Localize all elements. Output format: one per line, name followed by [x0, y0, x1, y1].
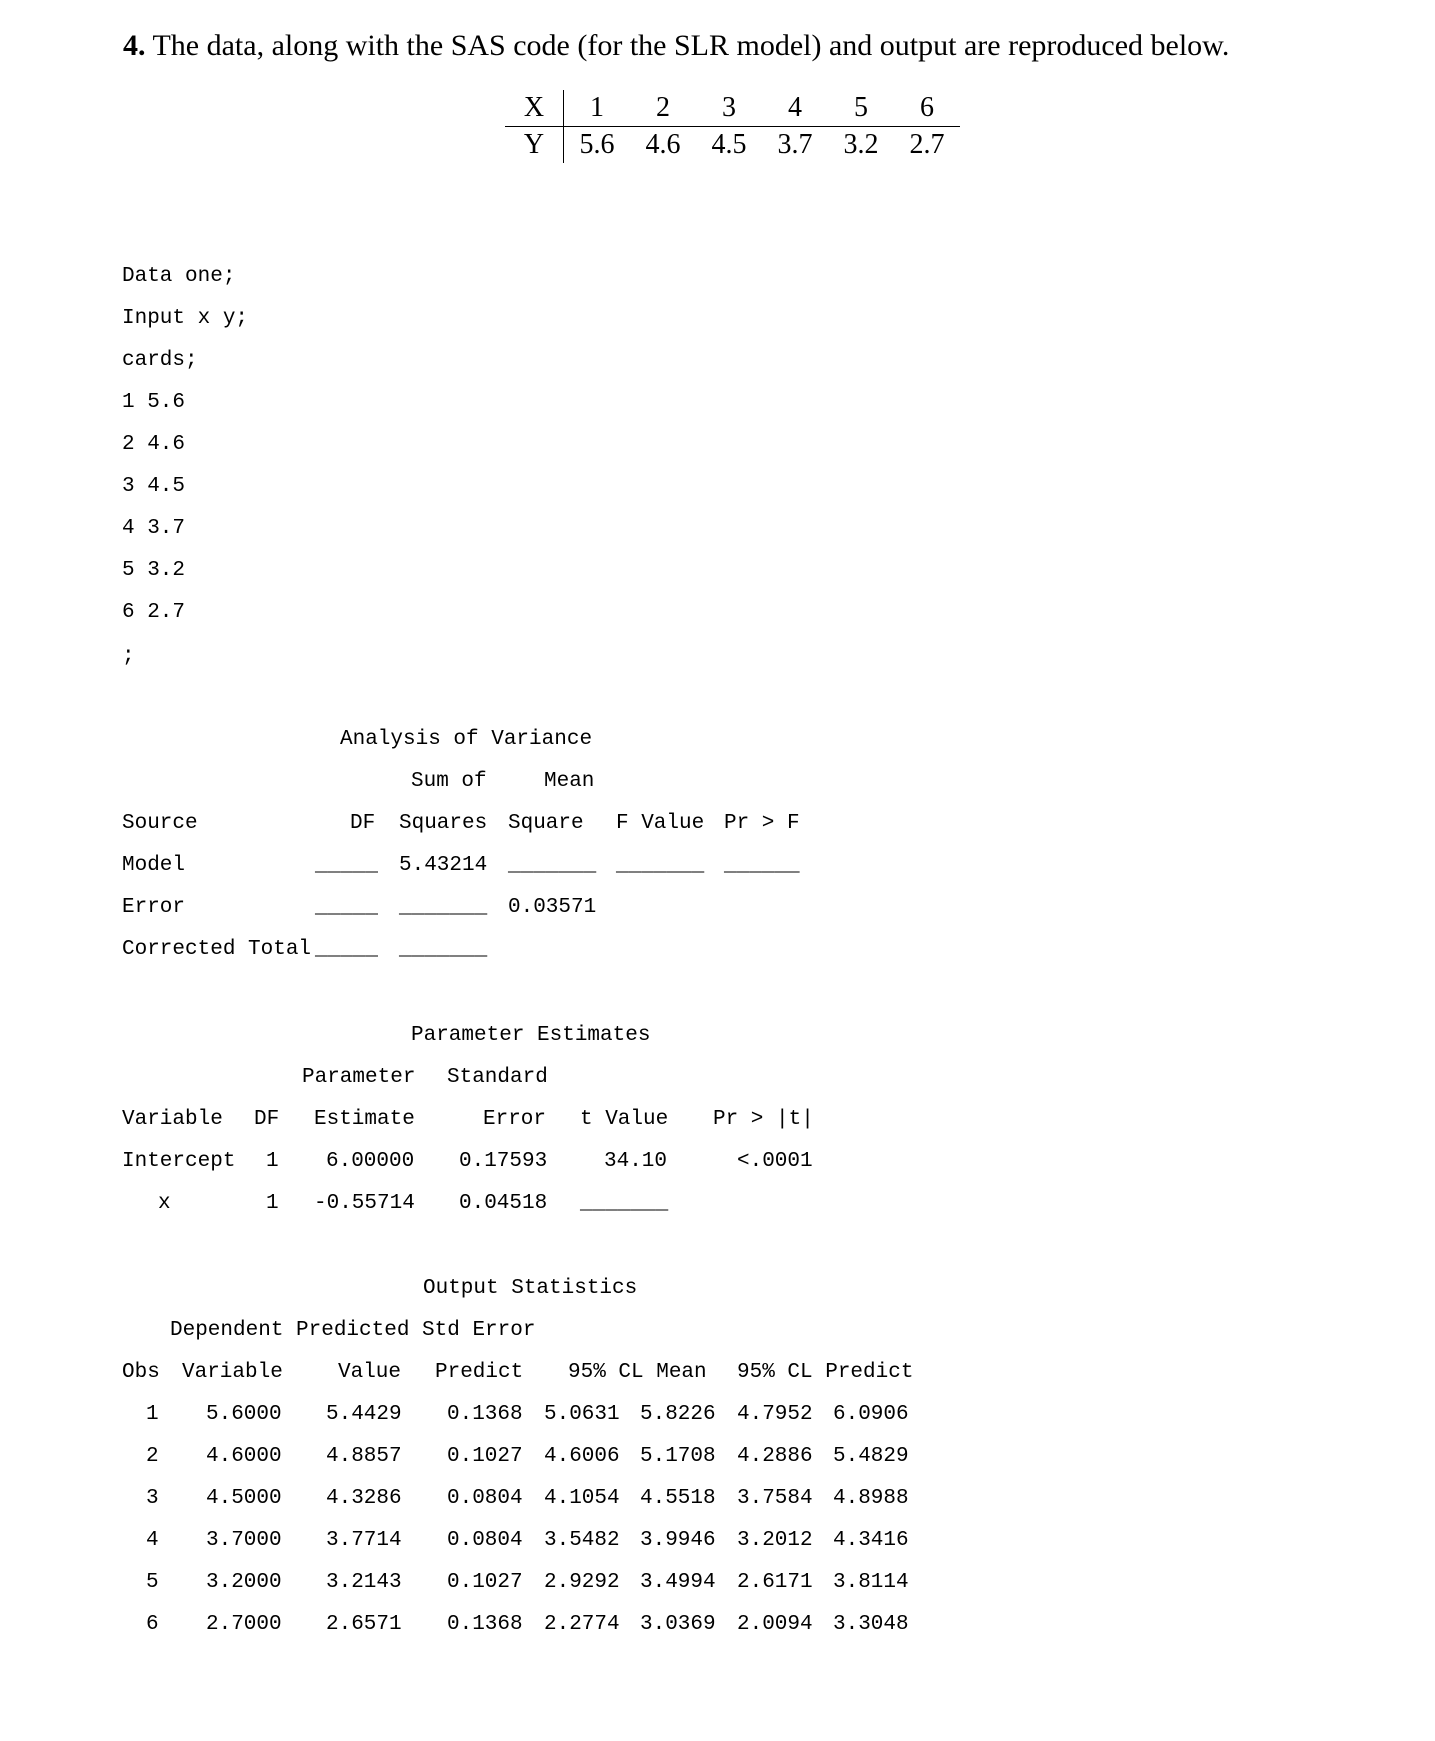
output-cl-mean-upper: 3.9946	[640, 1529, 716, 1552]
anova-hdr-df: DF	[350, 812, 376, 835]
anova-df-blank: _____	[315, 854, 379, 877]
params-hdr-error: Error	[483, 1108, 547, 1131]
anova-ss: 5.43214	[399, 854, 488, 877]
x-value: 4	[762, 90, 828, 127]
output-cl-predict-lower: 2.0094	[737, 1613, 813, 1636]
output-std-error: 0.1368	[447, 1613, 523, 1636]
params-estimate: 6.00000	[326, 1150, 415, 1173]
output-cl-predict-upper: 6.0906	[833, 1403, 909, 1426]
output-std-error: 0.0804	[447, 1529, 523, 1552]
output-predicted: 4.3286	[326, 1487, 402, 1510]
anova-source: Model	[122, 854, 186, 877]
y-value: 5.6	[579, 129, 615, 160]
anova-hdr-squares: Squares	[399, 812, 488, 835]
params-hdr-df: DF	[254, 1108, 280, 1131]
output-std-error: 0.1027	[447, 1445, 523, 1468]
code-line: 1 5.6	[122, 391, 186, 414]
output-obs: 6	[146, 1613, 159, 1636]
output-cl-mean-lower: 2.2774	[544, 1613, 620, 1636]
output-predicted: 2.6571	[326, 1613, 402, 1636]
anova-hdr-sum-of: Sum of	[411, 770, 487, 793]
problem-number: 4.	[123, 29, 146, 62]
output-obs: 4	[146, 1529, 159, 1552]
y-value: 2.7	[909, 129, 945, 160]
data-row-x	[505, 90, 960, 127]
output-predicted: 3.7714	[326, 1529, 402, 1552]
code-line: 3 4.5	[122, 475, 186, 498]
x-value: 3	[696, 90, 762, 127]
params-std-error: 0.17593	[459, 1150, 548, 1173]
params-hdr-variable: Variable	[122, 1108, 223, 1131]
output-dependent: 4.6000	[206, 1445, 282, 1468]
output-title: Output Statistics	[423, 1277, 638, 1300]
output-cl-predict-upper: 4.8988	[833, 1487, 909, 1510]
anova-source: Error	[122, 896, 186, 919]
params-df: 1	[266, 1150, 279, 1173]
anova-ss-blank: _______	[399, 896, 488, 919]
anova-df-blank: _____	[315, 896, 379, 919]
output-cl-predict-upper: 5.4829	[833, 1445, 909, 1468]
output-hdr-value: Value	[338, 1361, 402, 1384]
code-line: 5 3.2	[122, 559, 186, 582]
data-row-y	[505, 127, 960, 164]
code-line: cards;	[122, 349, 198, 372]
output-predicted: 5.4429	[326, 1403, 402, 1426]
code-line: 2 4.6	[122, 433, 186, 456]
output-predicted: 4.8857	[326, 1445, 402, 1468]
params-hdr-standard: Standard	[447, 1066, 548, 1089]
output-cl-predict-lower: 2.6171	[737, 1571, 813, 1594]
anova-title: Analysis of Variance	[340, 728, 593, 751]
output-obs: 1	[146, 1403, 159, 1426]
params-hdr-pr-t: Pr > |t|	[713, 1108, 814, 1131]
output-hdr-top: Dependent Predicted Std Error	[170, 1319, 536, 1342]
output-hdr-predict: Predict	[435, 1361, 524, 1384]
output-hdr-cl-predict: 95% CL Predict	[737, 1361, 914, 1384]
anova-f-blank: _______	[616, 854, 705, 877]
y-value: 3.2	[843, 129, 879, 160]
y-value: 3.7	[777, 129, 813, 160]
output-cl-mean-upper: 5.1708	[640, 1445, 716, 1468]
output-cl-mean-upper: 3.0369	[640, 1613, 716, 1636]
params-hdr-t-value: t Value	[580, 1108, 669, 1131]
anova-ss-blank: _______	[399, 938, 488, 961]
output-dependent: 3.2000	[206, 1571, 282, 1594]
anova-hdr-f-value: F Value	[616, 812, 705, 835]
params-df: 1	[266, 1192, 279, 1215]
anova-source: Corrected Total	[122, 938, 312, 961]
params-estimate: -0.55714	[314, 1192, 415, 1215]
output-cl-mean-lower: 4.1054	[544, 1487, 620, 1510]
output-cl-predict-lower: 4.7952	[737, 1403, 813, 1426]
output-cl-predict-lower: 3.7584	[737, 1487, 813, 1510]
params-variable: Intercept	[122, 1150, 236, 1173]
output-dependent: 2.7000	[206, 1613, 282, 1636]
x-value: 1	[564, 90, 631, 127]
output-obs: 3	[146, 1487, 159, 1510]
output-cl-mean-upper: 3.4994	[640, 1571, 716, 1594]
anova-df-blank: _____	[315, 938, 379, 961]
code-line: Data one;	[122, 265, 236, 288]
anova-hdr-mean: Mean	[544, 770, 595, 793]
output-cl-predict-lower: 3.2012	[737, 1529, 813, 1552]
y-value: 4.5	[711, 129, 747, 160]
output-cl-predict-upper: 3.8114	[833, 1571, 909, 1594]
output-hdr-variable: Variable	[182, 1361, 283, 1384]
y-value: 4.6	[645, 129, 681, 160]
params-t-value-blank: _______	[580, 1192, 669, 1215]
anova-ms-blank: _______	[508, 854, 597, 877]
output-dependent: 4.5000	[206, 1487, 282, 1510]
output-cl-mean-lower: 2.9292	[544, 1571, 620, 1594]
anova-p-blank: ______	[724, 854, 800, 877]
x-label: X	[505, 90, 564, 127]
output-cl-predict-upper: 4.3416	[833, 1529, 909, 1552]
anova-hdr-square: Square	[508, 812, 584, 835]
problem-heading	[123, 28, 1229, 64]
params-p-value: <.0001	[737, 1150, 813, 1173]
output-std-error: 0.0804	[447, 1487, 523, 1510]
output-std-error: 0.1027	[447, 1571, 523, 1594]
params-t-value: 34.10	[604, 1150, 668, 1173]
code-line: ;	[122, 645, 135, 668]
data-table	[505, 90, 960, 163]
output-cl-mean-upper: 4.5518	[640, 1487, 716, 1510]
params-title: Parameter Estimates	[411, 1024, 651, 1047]
output-hdr-obs: Obs	[122, 1361, 160, 1384]
x-value: 5	[828, 90, 894, 127]
output-predicted: 3.2143	[326, 1571, 402, 1594]
output-dependent: 5.6000	[206, 1403, 282, 1426]
anova-ms: 0.03571	[508, 896, 597, 919]
output-hdr-cl-mean: 95% CL Mean	[568, 1361, 707, 1384]
output-obs: 5	[146, 1571, 159, 1594]
x-value: 2	[630, 90, 696, 127]
output-cl-mean-lower: 4.6006	[544, 1445, 620, 1468]
problem-text: The data, along with the SAS code (for the SLR model) and output are reproduced below.	[152, 29, 1230, 62]
code-line: 6 2.7	[122, 601, 186, 624]
output-cl-mean-lower: 5.0631	[544, 1403, 620, 1426]
params-variable: x	[158, 1192, 171, 1215]
output-cl-predict-upper: 3.3048	[833, 1613, 909, 1636]
code-line: 4 3.7	[122, 517, 186, 540]
params-std-error: 0.04518	[459, 1192, 548, 1215]
params-hdr-parameter: Parameter	[302, 1066, 416, 1089]
y-label: Y	[505, 127, 564, 164]
output-cl-mean-lower: 3.5482	[544, 1529, 620, 1552]
output-dependent: 3.7000	[206, 1529, 282, 1552]
x-value: 6	[894, 90, 960, 127]
params-hdr-estimate: Estimate	[314, 1108, 415, 1131]
output-cl-mean-upper: 5.8226	[640, 1403, 716, 1426]
anova-hdr-pr-f: Pr > F	[724, 812, 800, 835]
anova-hdr-source: Source	[122, 812, 198, 835]
output-cl-predict-lower: 4.2886	[737, 1445, 813, 1468]
code-line: Input x y;	[122, 307, 249, 330]
output-std-error: 0.1368	[447, 1403, 523, 1426]
output-obs: 2	[146, 1445, 159, 1468]
